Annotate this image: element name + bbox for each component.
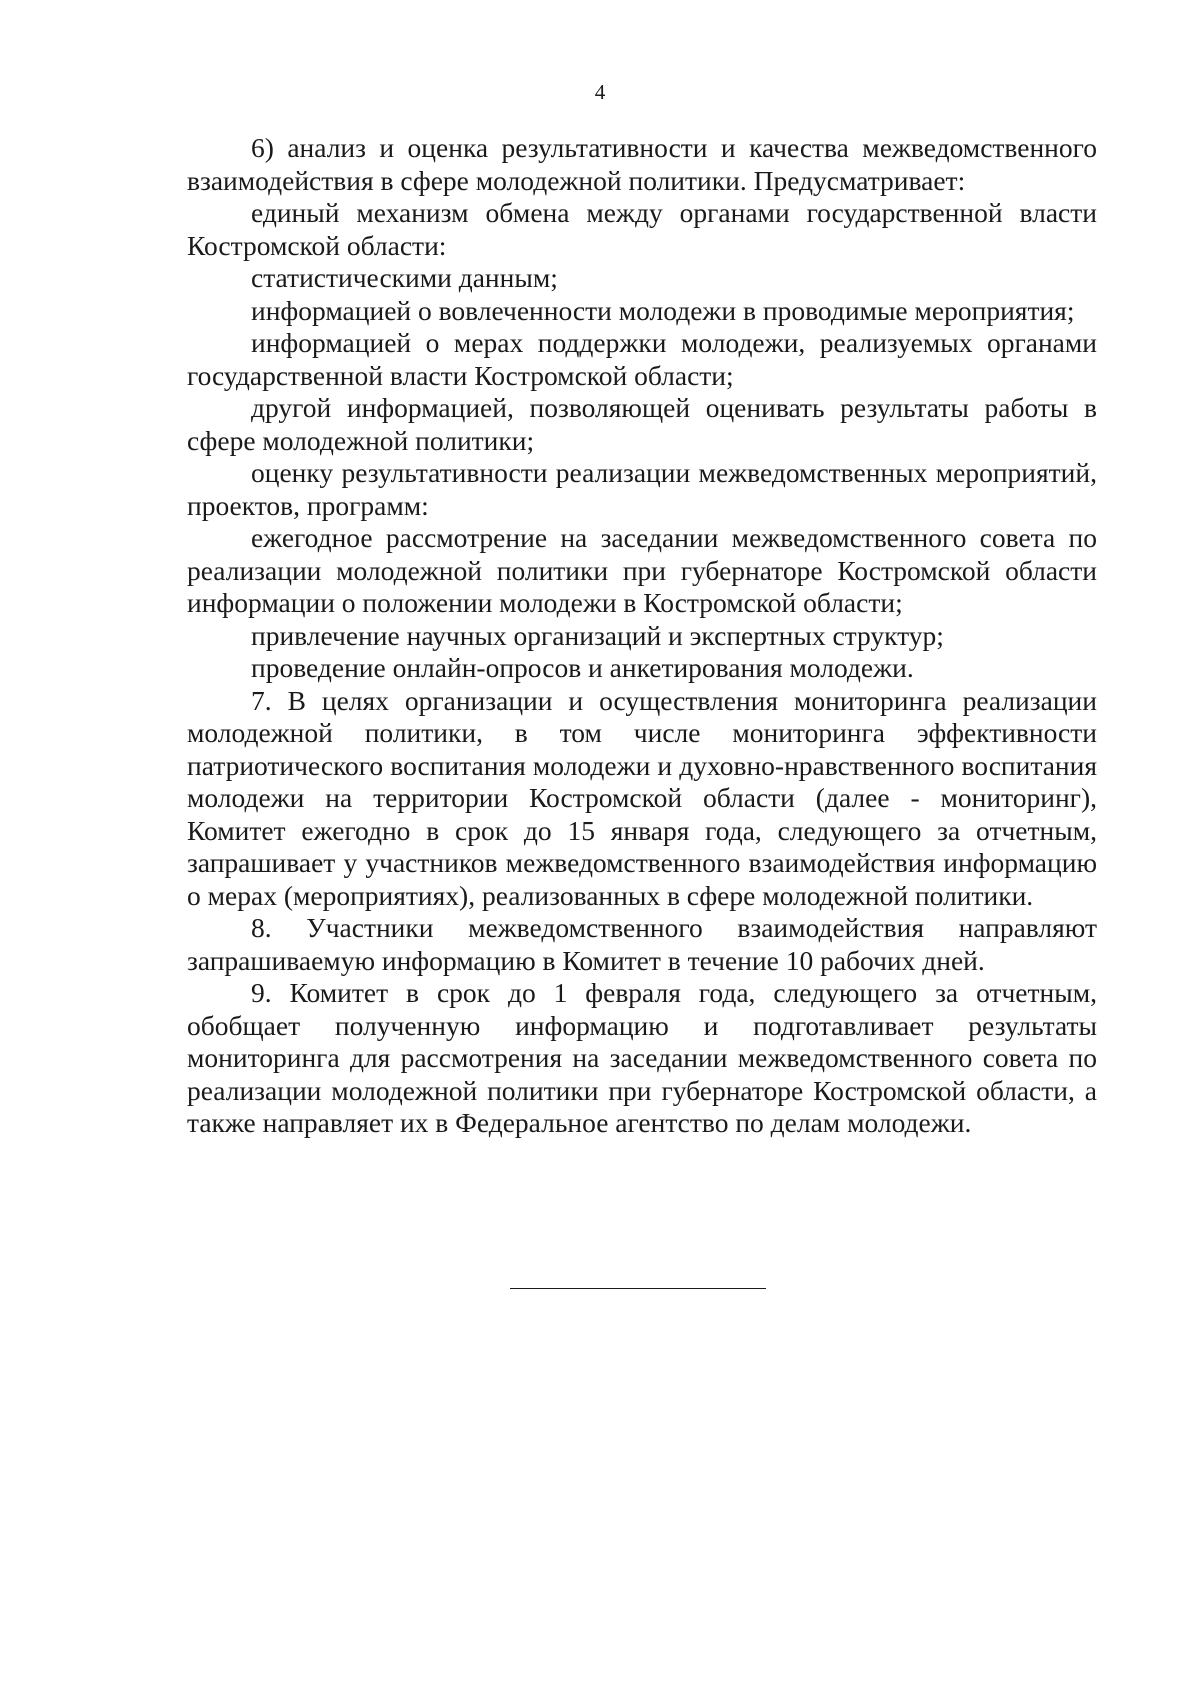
paragraph-effectiveness-assessment: оценку результативности реализации межведомственных мероприятий, проектов, программ: <box>187 457 1097 521</box>
paragraph-online-surveys: проведение онлайн-опросов и анкетирования молодежи. <box>251 652 914 683</box>
paragraph-involvement-info: информацией о вовлеченности молодежи в проводимые мероприятия; <box>251 294 1075 326</box>
paragraph-statistics: статистическими данным; <box>251 262 558 293</box>
paragraph-annual-review: ежегодное рассмотрение на заседании межведомственного совета по реализации молодежной политики при губернаторе Костромской области информации о положении молодежи в Костромской области; <box>187 522 1097 618</box>
paragraph-exchange-mechanism: единый механизм обмена между органами государственной власти Костромской области: <box>187 197 1097 261</box>
document-body <box>187 132 1097 1140</box>
paragraph-9-committee: 9. Комитет в срок до 1 февраля года, следующего за отчетным, обобщает полученную информацию и подготавливает результаты мониторинга для рассмотрения на заседании межведомственного совета по реализации молодежной политики при губернаторе Костромской области, а также направляет их в Федеральное агентство по делам молодежи. <box>187 977 1097 1138</box>
paragraph-6-analysis: 6) анализ и оценка результативности и качества межведомственного взаимодействия в сфере молодежной политики. Предусматривает: <box>187 132 1097 196</box>
end-of-document-rule <box>510 1288 766 1289</box>
paragraph-scientific-organizations: привлечение научных организаций и экспертных структур; <box>251 619 944 651</box>
paragraph-8-participants: 8. Участники межведомственного взаимодействия направляют запрашиваемую информацию в Комитет в течение 10 рабочих дней. <box>187 912 1097 976</box>
paragraph-support-measures: информацией о мерах поддержки молодежи, реализуемых органами государственной власти Костромской области; <box>187 327 1097 391</box>
page-number: 4 <box>594 80 606 104</box>
paragraph-7-monitoring: 7. В целях организации и осуществления мониторинга реализации молодежной политики, в том числе мониторинга эффективности патриотического воспитания молодежи и духовно-нравственного воспитания молодежи на территории Костромской области (далее - мониторинг), Комитет ежегодно в срок до 15 января года, следующего за отчетным, запрашивает у участников межведомственного взаимодействия информацию о мерах (мероприятиях), реализованных в сфере молодежной политики. <box>187 684 1097 911</box>
paragraph-other-info: другой информацией, позволяющей оценивать результаты работы в сфере молодежной политики; <box>187 392 1097 456</box>
